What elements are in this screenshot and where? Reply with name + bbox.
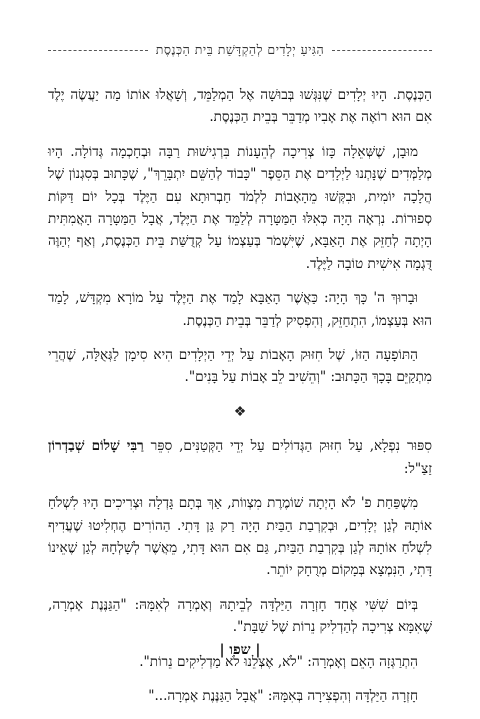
story-intro-text: סִפּוּר נִפְלָא, עַל חִזּוּק הַגְּדוֹלִים עַל יְדֵי הַקְּטַנִּים, סִפֵּר [150, 438, 433, 455]
paragraph: וּבָרוּךְ ה' כָּךְ הָיָה: כַּאֲשֶׁר הָאַבָּא לָמַד אֶת הַיֶּלֶד עַל מוֹרָא מִקְדָּשׁ, לָמַד הוּא בְּעַצְמוֹ, הִתְחַזֵּק, וְהִפְסִיק לְדַבֵּר בְּבֵית הַכְּנֶסֶת. [48, 290, 432, 329]
page-number: | שפו | [219, 642, 261, 658]
header-rule-right [332, 50, 432, 51]
story-intro-paragraph [48, 435, 432, 480]
paragraph: הַכְּנֶסֶת. הָיוּ יְלָדִים שֶׁנִּגְּשׁוּ בְּבוּשָׁה אֶל הַמְלַמֵּד, וְשָׁאֲלוּ אוֹתוֹ מַה יַעֲשֶׂה יֶלֶד אִם הוּא רוֹאֶה אֶת אָבִיו מְדַבֵּר בְּבֵית הַכְּנֶסֶת. [48, 87, 432, 126]
story-paragraph: בְּיוֹם שִׁשִּׁי אֶחָד חָזְרָה הַיַּלְדָּה לְבֵיתָהּ וְאָמְרָה לְאִמָּהּ: "הַגַּנֶּנֶת אָמְרָה, שֶׁאִמָּא צְרִיכָה לְהַדְלִיק נֵרוֹת שֶׁל שַׁבָּת". [48, 596, 432, 636]
rabbi-suffix: זַצַ"ל: [403, 460, 432, 477]
running-title: הַגִּיעַ יְלָדִים לְהַקְדָּשַׁת בֵּית הַכְּנֶסֶת [155, 42, 325, 57]
paragraph: מוּבָן, שֶׁשְּׁאֵלָה כָּזוֹ צְרִיכָה לְהֵעָנוֹת בִּרְגִישׁוּת רַבָּה וּבְחָכְמָה גְּדוֹלָה. הָיוּ מְלַמְּדִים שֶׁנָּתְנוּ לַיְלָדִים אֶת הַסֵּפֶר "כָּבוֹד לְהַשֵּׁם יִתְבָּרֵךְ", שֶׁכָּתוּב בְּסִגְנוֹן שֶׁל הֲלָכָה יוֹמִית, וּבִקְּשׁוּ מֵהָאָבוֹת לִלְמֹד חַבְרוּתָא עִם הַיֶּלֶד בְּכָל יוֹם דַּקּוֹת סְפוּרוֹת. נִרְאָה הָיָה כְּאִלּוּ הַמַּטָּרָה לְלַמֵּד אֶת הַיֶּלֶד, אֲבָל הַמַּטָּרָה הָאֲמִתִּית הָיְתָה לְחַזֵּק אֶת הָאַבָּא, שֶׁיִּשְׁמֹר בְּעַצְמוֹ עַל קְדֻשַּׁת בֵּית הַכְּנֶסֶת, וְאַף יְהַוֶּה דֻּגְמָה אִישִׁית טוֹבָה לַיֶּלֶד. [48, 143, 432, 272]
section-divider-ornament: ❖ [233, 403, 247, 420]
page-body [48, 84, 432, 719]
rabbi-name: רַבִּי שָׁלוֹם שְׁבַדְרוֹן [48, 438, 144, 455]
story-paragraph: חָזְרָה הַיַּלְדָּה וְהִפְצִירָה בְּאִמָּהּ: "אֲבָל הַגַּנֶּנֶת אָמְרָה..." [148, 687, 418, 704]
story-paragraph: הִתְרַגְּזָה הָאֵם וְאָמְרָה: "לֹא, אֶצְלֵנוּ לֹא מַדְלִיקִים נֵרוֹת". [139, 653, 418, 670]
story-paragraph: מִשְׁפַּחַת פ' לֹא הָיְתָה שׁוֹמֶרֶת מִצְווֹת, אַךְ בְּתָם גָּדְלָה וּצְרִיכִים הָיוּ לִשְׁלֹחַ אוֹתָהּ לְגַן יְלָדִים, וּבְקִרְבַת הַבַּיִת הָיָה רַק גַּן דָּתִי. הַהוֹרִים הֶחְלִיטוּ שֶׁעֲדִיף לִשְׁלֹחַ אוֹתָהּ לְגַן בְּקִרְבַת הַבַּיִת, גַּם אִם הוּא דָּתִי, מֵאֲשֶׁר לְשָׁלְחָהּ לְגַן שֶׁאֵינוֹ דָּתִי, הַנִּמְצָא בְּמָקוֹם מְרֻחָק יוֹתֵר. [48, 495, 432, 579]
running-header [48, 40, 432, 60]
header-rule-left [48, 50, 148, 51]
paragraph: הַתּוֹפָעָה הַזּוֹ, שֶׁל חִזּוּק הָאָבוֹת עַל יְדֵי הַיְלָדִים הִיא סִימָן לַגְּאֻלָּה, שֶׁהֲרֵי מִתְקַיֵּם בָּכָךְ הַכָּתוּב: "וְהֵשִׁיב לֵב אָבוֹת עַל בָּנִים". [48, 347, 432, 386]
